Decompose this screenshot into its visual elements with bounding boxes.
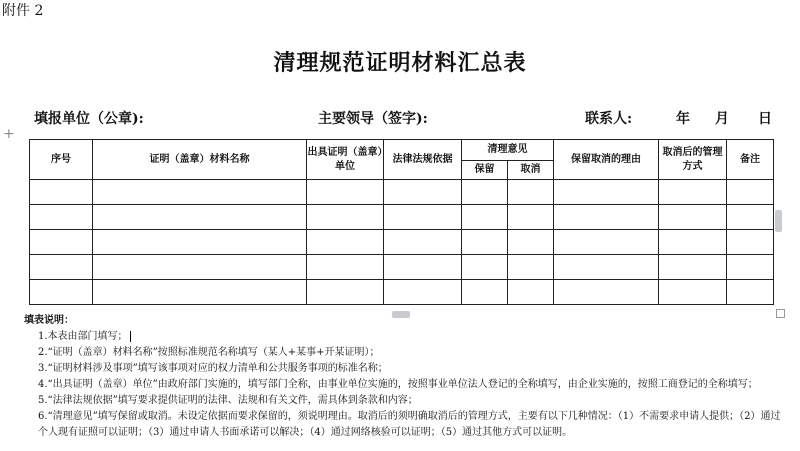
- table-cell[interactable]: [508, 180, 554, 205]
- col-remark: 备注: [727, 140, 774, 180]
- note-item-2: 2.“证明（盖章）材料名称”按照标准规范名称填写（某人+某事+开某证明）；: [38, 347, 380, 358]
- note-text: 1.本表由部门填写；: [38, 331, 128, 342]
- table-cell[interactable]: [462, 280, 508, 305]
- table-cell[interactable]: [508, 280, 554, 305]
- table-cell[interactable]: [307, 280, 384, 305]
- table-cell[interactable]: [384, 180, 462, 205]
- table-cell[interactable]: [30, 180, 93, 205]
- table-cell[interactable]: [30, 255, 93, 280]
- table-cell[interactable]: [727, 230, 774, 255]
- table-cell[interactable]: [93, 280, 307, 305]
- table-cell[interactable]: [30, 205, 93, 230]
- leader-label: 主要领导（签字):: [318, 111, 428, 127]
- text-cursor: [130, 331, 131, 342]
- table-cell[interactable]: [554, 255, 659, 280]
- table-cell[interactable]: [93, 255, 307, 280]
- table-cell[interactable]: [462, 205, 508, 230]
- year-label: 年: [676, 111, 690, 127]
- col-opinion: 清理意见: [462, 140, 554, 161]
- table-cell[interactable]: [727, 280, 774, 305]
- table-row: [30, 205, 774, 230]
- note-item-5: 5.“法律法规依据”填写要求提供证明的法律、法规和有关文件，需具体到条款和内容；: [38, 395, 418, 406]
- table-cell[interactable]: [462, 180, 508, 205]
- note-item-3: 3.“证明材料涉及事项”填写该事项对应的权力清单和公共服务事项的标准名称；: [38, 363, 388, 374]
- table-cell[interactable]: [727, 205, 774, 230]
- table-cell[interactable]: [554, 230, 659, 255]
- col-issuer: 出具证明（盖章）单位: [307, 140, 384, 180]
- table-cell[interactable]: [93, 230, 307, 255]
- table-cell[interactable]: [384, 230, 462, 255]
- table-cell[interactable]: [462, 230, 508, 255]
- note-item-4: 4.“出具证明（盖章）单位”由政府部门实施的，填写部门全称，由事业单位实施的，按照事业单位法人登记的全称填写，由企业实施的，按照工商登记的全称填写；: [38, 379, 758, 390]
- page-title: 清理规范证明材料汇总表: [273, 50, 527, 76]
- day-label: 日: [758, 111, 772, 127]
- col-keep: 保留: [462, 161, 508, 180]
- table-cell[interactable]: [508, 230, 554, 255]
- notes-heading: 填表说明：: [24, 315, 74, 326]
- table-cell[interactable]: [554, 180, 659, 205]
- table-row: [30, 255, 774, 280]
- note-item-1[interactable]: [24, 329, 784, 345]
- table-cell[interactable]: [384, 280, 462, 305]
- table-cell[interactable]: [384, 205, 462, 230]
- month-label: 月: [715, 111, 729, 127]
- table-cell[interactable]: [307, 255, 384, 280]
- table-row: [30, 280, 774, 305]
- col-cancel: 取消: [508, 161, 554, 180]
- table-cell[interactable]: [384, 255, 462, 280]
- summary-table: [29, 139, 774, 305]
- table-cell[interactable]: [93, 180, 307, 205]
- table-cell[interactable]: [508, 255, 554, 280]
- fill-instructions: [24, 313, 784, 441]
- table-cell[interactable]: [508, 205, 554, 230]
- table-cell[interactable]: [659, 180, 727, 205]
- table-move-handle-icon[interactable]: +: [3, 126, 15, 142]
- table-row: [30, 230, 774, 255]
- table-cell[interactable]: [659, 230, 727, 255]
- table-cell[interactable]: [30, 230, 93, 255]
- note-item-6: 6.“清理意见”填写保留或取消。未设定依据而要求保留的，须说明理由。取消后的须明确取消后的管理方式，主要有以下几种情况：（1）不需要求申请人提供；（2）通过个人现有证照可以证明；（3）通过申请人书面承诺可以解决；（4）通过网络核验可以证明；（5）通过其他方式可以证明。: [38, 411, 781, 438]
- table-resize-handle[interactable]: [775, 210, 782, 232]
- table-cell[interactable]: [727, 255, 774, 280]
- table-cell[interactable]: [659, 280, 727, 305]
- table-cell[interactable]: [462, 255, 508, 280]
- table-cell[interactable]: [659, 205, 727, 230]
- table-cell[interactable]: [554, 280, 659, 305]
- table-cell[interactable]: [307, 180, 384, 205]
- table-row: [30, 180, 774, 205]
- table-cell[interactable]: [307, 230, 384, 255]
- col-reason: 保留取消的理由: [554, 140, 659, 180]
- table-cell[interactable]: [30, 280, 93, 305]
- contact-label: 联系人:: [585, 111, 633, 127]
- table-cell[interactable]: [307, 205, 384, 230]
- col-basis: 法律法规依据: [384, 140, 462, 180]
- table-cell[interactable]: [93, 205, 307, 230]
- unit-label: 填报单位（公章):: [34, 111, 144, 127]
- col-name: 证明（盖章）材料名称: [93, 140, 307, 180]
- table-cell[interactable]: [659, 255, 727, 280]
- table-cell[interactable]: [727, 180, 774, 205]
- col-seq: 序号: [30, 140, 93, 180]
- col-mode: 取消后的管理方式: [659, 140, 727, 180]
- table-cell[interactable]: [554, 205, 659, 230]
- attachment-label: 附件 2: [2, 3, 44, 19]
